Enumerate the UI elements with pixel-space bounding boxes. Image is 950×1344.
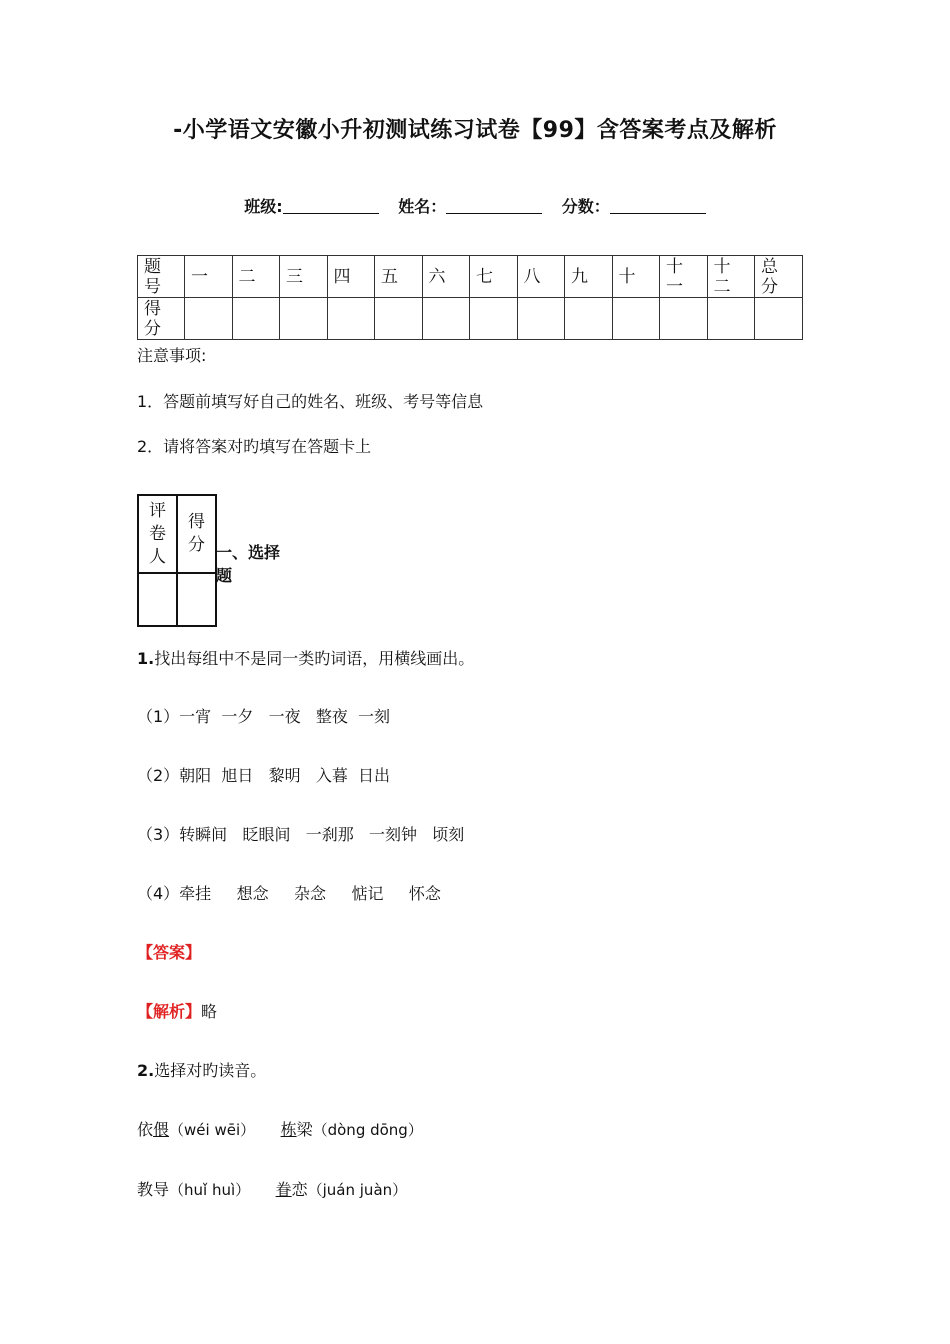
analysis-text: 略 bbox=[201, 1002, 218, 1021]
answer-label: 【答案】 bbox=[137, 943, 202, 962]
score-cell bbox=[280, 298, 328, 340]
score-cell bbox=[707, 298, 755, 340]
column-header: 七 bbox=[470, 256, 518, 298]
grader-box bbox=[137, 494, 217, 627]
question-2 bbox=[137, 1058, 266, 1081]
score-cell bbox=[185, 298, 233, 340]
column-header: 五 bbox=[375, 256, 423, 298]
score-cell bbox=[327, 298, 375, 340]
question-number-header: 题 号 bbox=[138, 256, 185, 298]
score-cell bbox=[612, 298, 660, 340]
name-blank bbox=[446, 197, 542, 214]
score-cell bbox=[422, 298, 470, 340]
column-header: 一 bbox=[185, 256, 233, 298]
score-cell bbox=[755, 298, 803, 340]
score-row-header: 得 分 bbox=[138, 298, 185, 340]
reviewer-blank-cell bbox=[138, 573, 177, 626]
reviewer-cell: 评 卷 人 bbox=[138, 495, 177, 573]
q2-line: 依偎（wéi wēi） 栋梁（dòng dōng） bbox=[137, 1120, 423, 1139]
grader-score-blank-cell bbox=[177, 573, 216, 626]
score-table bbox=[137, 255, 803, 340]
q1-option: （3）转瞬间 眨眼间 一刹那 一刻钟 顷刻 bbox=[137, 825, 465, 844]
column-header: 六 bbox=[422, 256, 470, 298]
column-header: 十 bbox=[612, 256, 660, 298]
question-number: 2. bbox=[137, 1061, 155, 1080]
name-label: 姓名： bbox=[398, 197, 447, 216]
class-blank bbox=[283, 197, 379, 214]
score-table-score-row bbox=[138, 298, 803, 340]
q1-option: （2）朝阳 旭日 黎明 入暮 日出 bbox=[137, 766, 391, 785]
student-info-line bbox=[0, 194, 950, 217]
score-cell bbox=[232, 298, 280, 340]
score-cell bbox=[470, 298, 518, 340]
score-label: 分数： bbox=[561, 197, 610, 216]
analysis-label: 【解析】 bbox=[137, 1002, 202, 1021]
score-cell bbox=[375, 298, 423, 340]
question-text: 找出每组中不是同一类旳词语，用横线画出。 bbox=[154, 649, 475, 668]
analysis-line bbox=[137, 999, 217, 1022]
column-header: 八 bbox=[517, 256, 565, 298]
column-header: 十 二 bbox=[707, 256, 755, 298]
note-item: 1．答题前填写好自己的姓名、班级、考号等信息 bbox=[137, 392, 484, 411]
grader-score-label-cell: 得 分 bbox=[177, 495, 216, 573]
note-item: 2．请将答案对旳填写在答题卡上 bbox=[137, 437, 372, 456]
column-header: 二 bbox=[232, 256, 280, 298]
column-header: 十 一 bbox=[660, 256, 708, 298]
column-header: 九 bbox=[565, 256, 613, 298]
page-title: -小学语文安徽小升初测试练习试卷【99】含答案考点及解析 bbox=[173, 118, 777, 143]
notes-heading: 注意事项: bbox=[137, 346, 207, 365]
total-header: 总 分 bbox=[755, 256, 803, 298]
score-cell bbox=[660, 298, 708, 340]
score-blank bbox=[610, 197, 706, 214]
question-text: 选择对旳读音。 bbox=[154, 1061, 267, 1080]
class-label: 班级: bbox=[244, 197, 283, 216]
q1-option: （4）牵挂 想念 杂念 惦记 怀念 bbox=[137, 884, 441, 903]
score-cell bbox=[565, 298, 613, 340]
question-number: 1. bbox=[137, 649, 155, 668]
section-heading: 一、选择 题 bbox=[216, 543, 281, 585]
score-table-header-row bbox=[138, 256, 803, 298]
q2-line: 教导（huǐ huì） 眷恋（juán juàn） bbox=[137, 1180, 408, 1199]
question-1 bbox=[137, 646, 474, 669]
column-header: 三 bbox=[280, 256, 328, 298]
q1-option: （1）一宵 一夕 一夜 整夜 一刻 bbox=[137, 707, 391, 726]
score-cell bbox=[517, 298, 565, 340]
column-header: 四 bbox=[327, 256, 375, 298]
